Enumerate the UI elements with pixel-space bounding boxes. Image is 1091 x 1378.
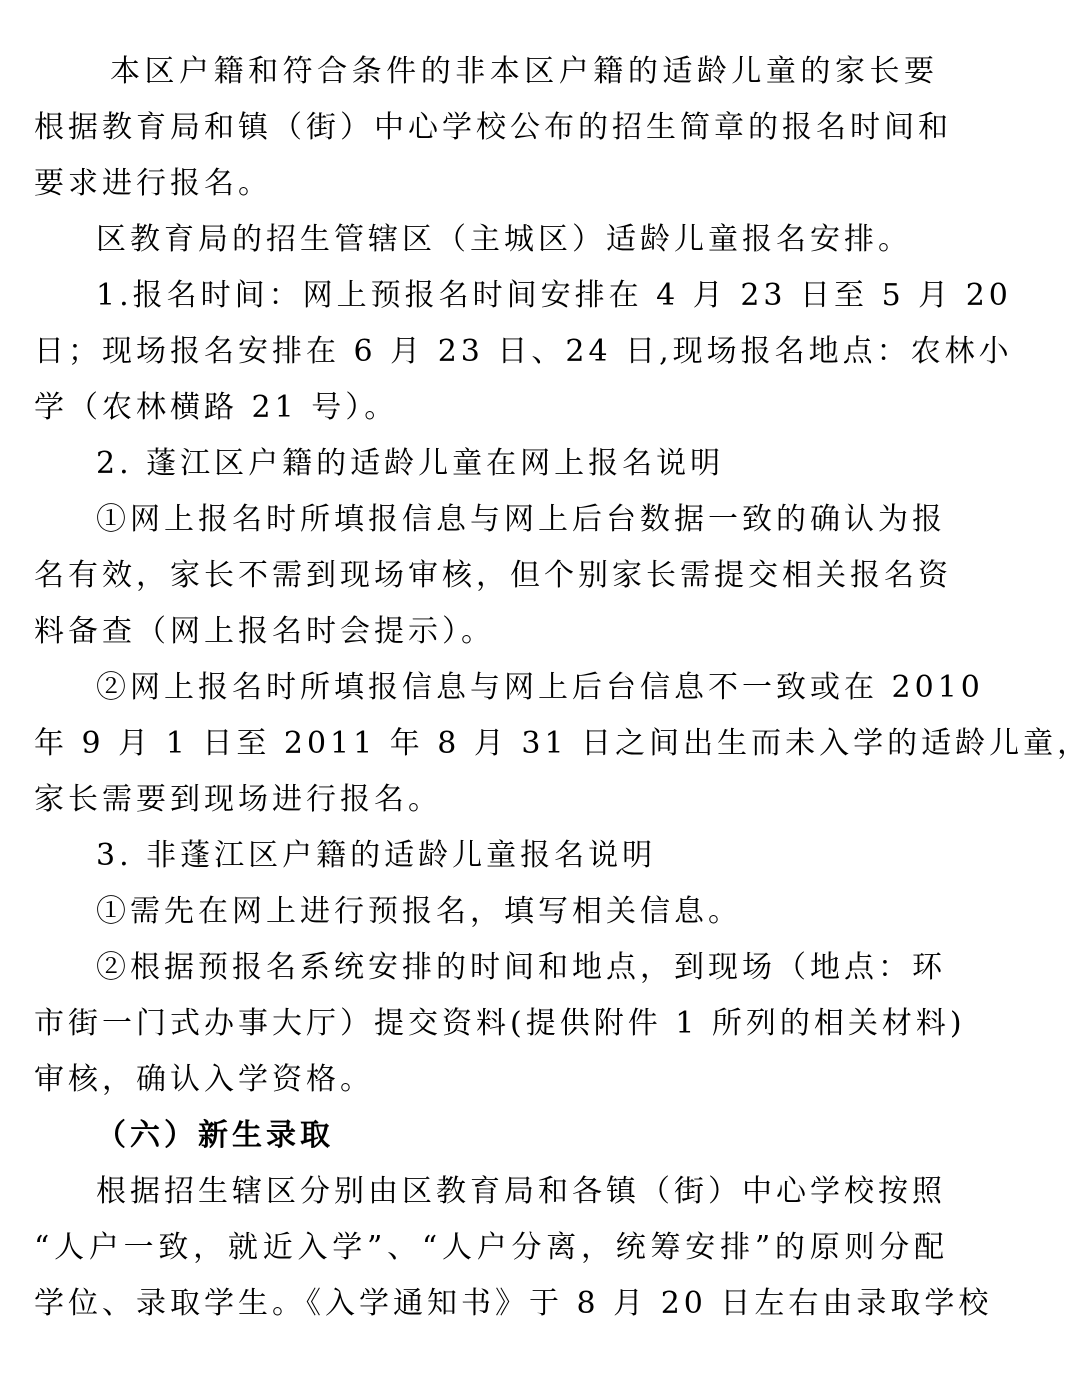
paragraph-line-23: 学位、录取学生。《入学通知书》于 8 月 20 日左右由录取学校 (34, 1286, 993, 1321)
paragraph-line-7: 学（农林横路 21 号）。 (34, 390, 399, 425)
paragraph-line-21: 根据招生辖区分别由区教育局和各镇（街）中心学校按照 (96, 1174, 946, 1209)
paragraph-line-18: 市街一门式办事大厅）提交资料(提供附件 1 所列的相关材料) (34, 1006, 966, 1041)
paragraph-line-5: 1.报名时间：网上预报名时间安排在 4 月 23 日至 5 月 20 (96, 278, 1012, 313)
paragraph-line-3: 要求进行报名。 (34, 166, 272, 201)
paragraph-line-6: 日；现场报名安排在 6 月 23 日、24 日,现场报名地点：农林小 (34, 334, 1013, 369)
paragraph-line-8: 2. 蓬江区户籍的适龄儿童在网上报名说明 (96, 446, 725, 481)
paragraph-line-19: 审核，确认入学资格。 (34, 1062, 374, 1097)
paragraph-line-17: ②根据预报名系统安排的时间和地点，到现场（地点：环 (96, 950, 946, 985)
paragraph-line-14: 家长需要到现场进行报名。 (34, 782, 442, 817)
paragraph-line-12: ②网上报名时所填报信息与网上后台信息不一致或在 2010 (96, 670, 984, 705)
paragraph-line-1: 本区户籍和符合条件的非本区户籍的适龄儿童的家长要 (110, 54, 938, 89)
paragraph-line-13: 年 9 月 1 日至 2011 年 8 月 31 日之间出生而未入学的适龄儿童， (34, 726, 1091, 761)
paragraph-line-15: 3. 非蓬江区户籍的适龄儿童报名说明 (96, 838, 657, 873)
paragraph-line-11: 料备查（网上报名时会提示）。 (34, 614, 495, 649)
paragraph-line-22: “人户一致，就近入学”、“人户分离，统筹安排”的原则分配 (34, 1230, 948, 1265)
paragraph-line-2: 根据教育局和镇（街）中心学校公布的招生简章的报名时间和 (34, 110, 952, 145)
paragraph-line-9: ①网上报名时所填报信息与网上后台数据一致的确认为报 (96, 502, 946, 537)
paragraph-line-16: ①需先在网上进行预报名，填写相关信息。 (96, 894, 742, 929)
paragraph-line-10: 名有效，家长不需到现场审核，但个别家长需提交相关报名资 (34, 558, 952, 593)
paragraph-line-4: 区教育局的招生管辖区（主城区）适龄儿童报名安排。 (96, 222, 912, 257)
section-heading: （六）新生录取 (96, 1118, 334, 1153)
